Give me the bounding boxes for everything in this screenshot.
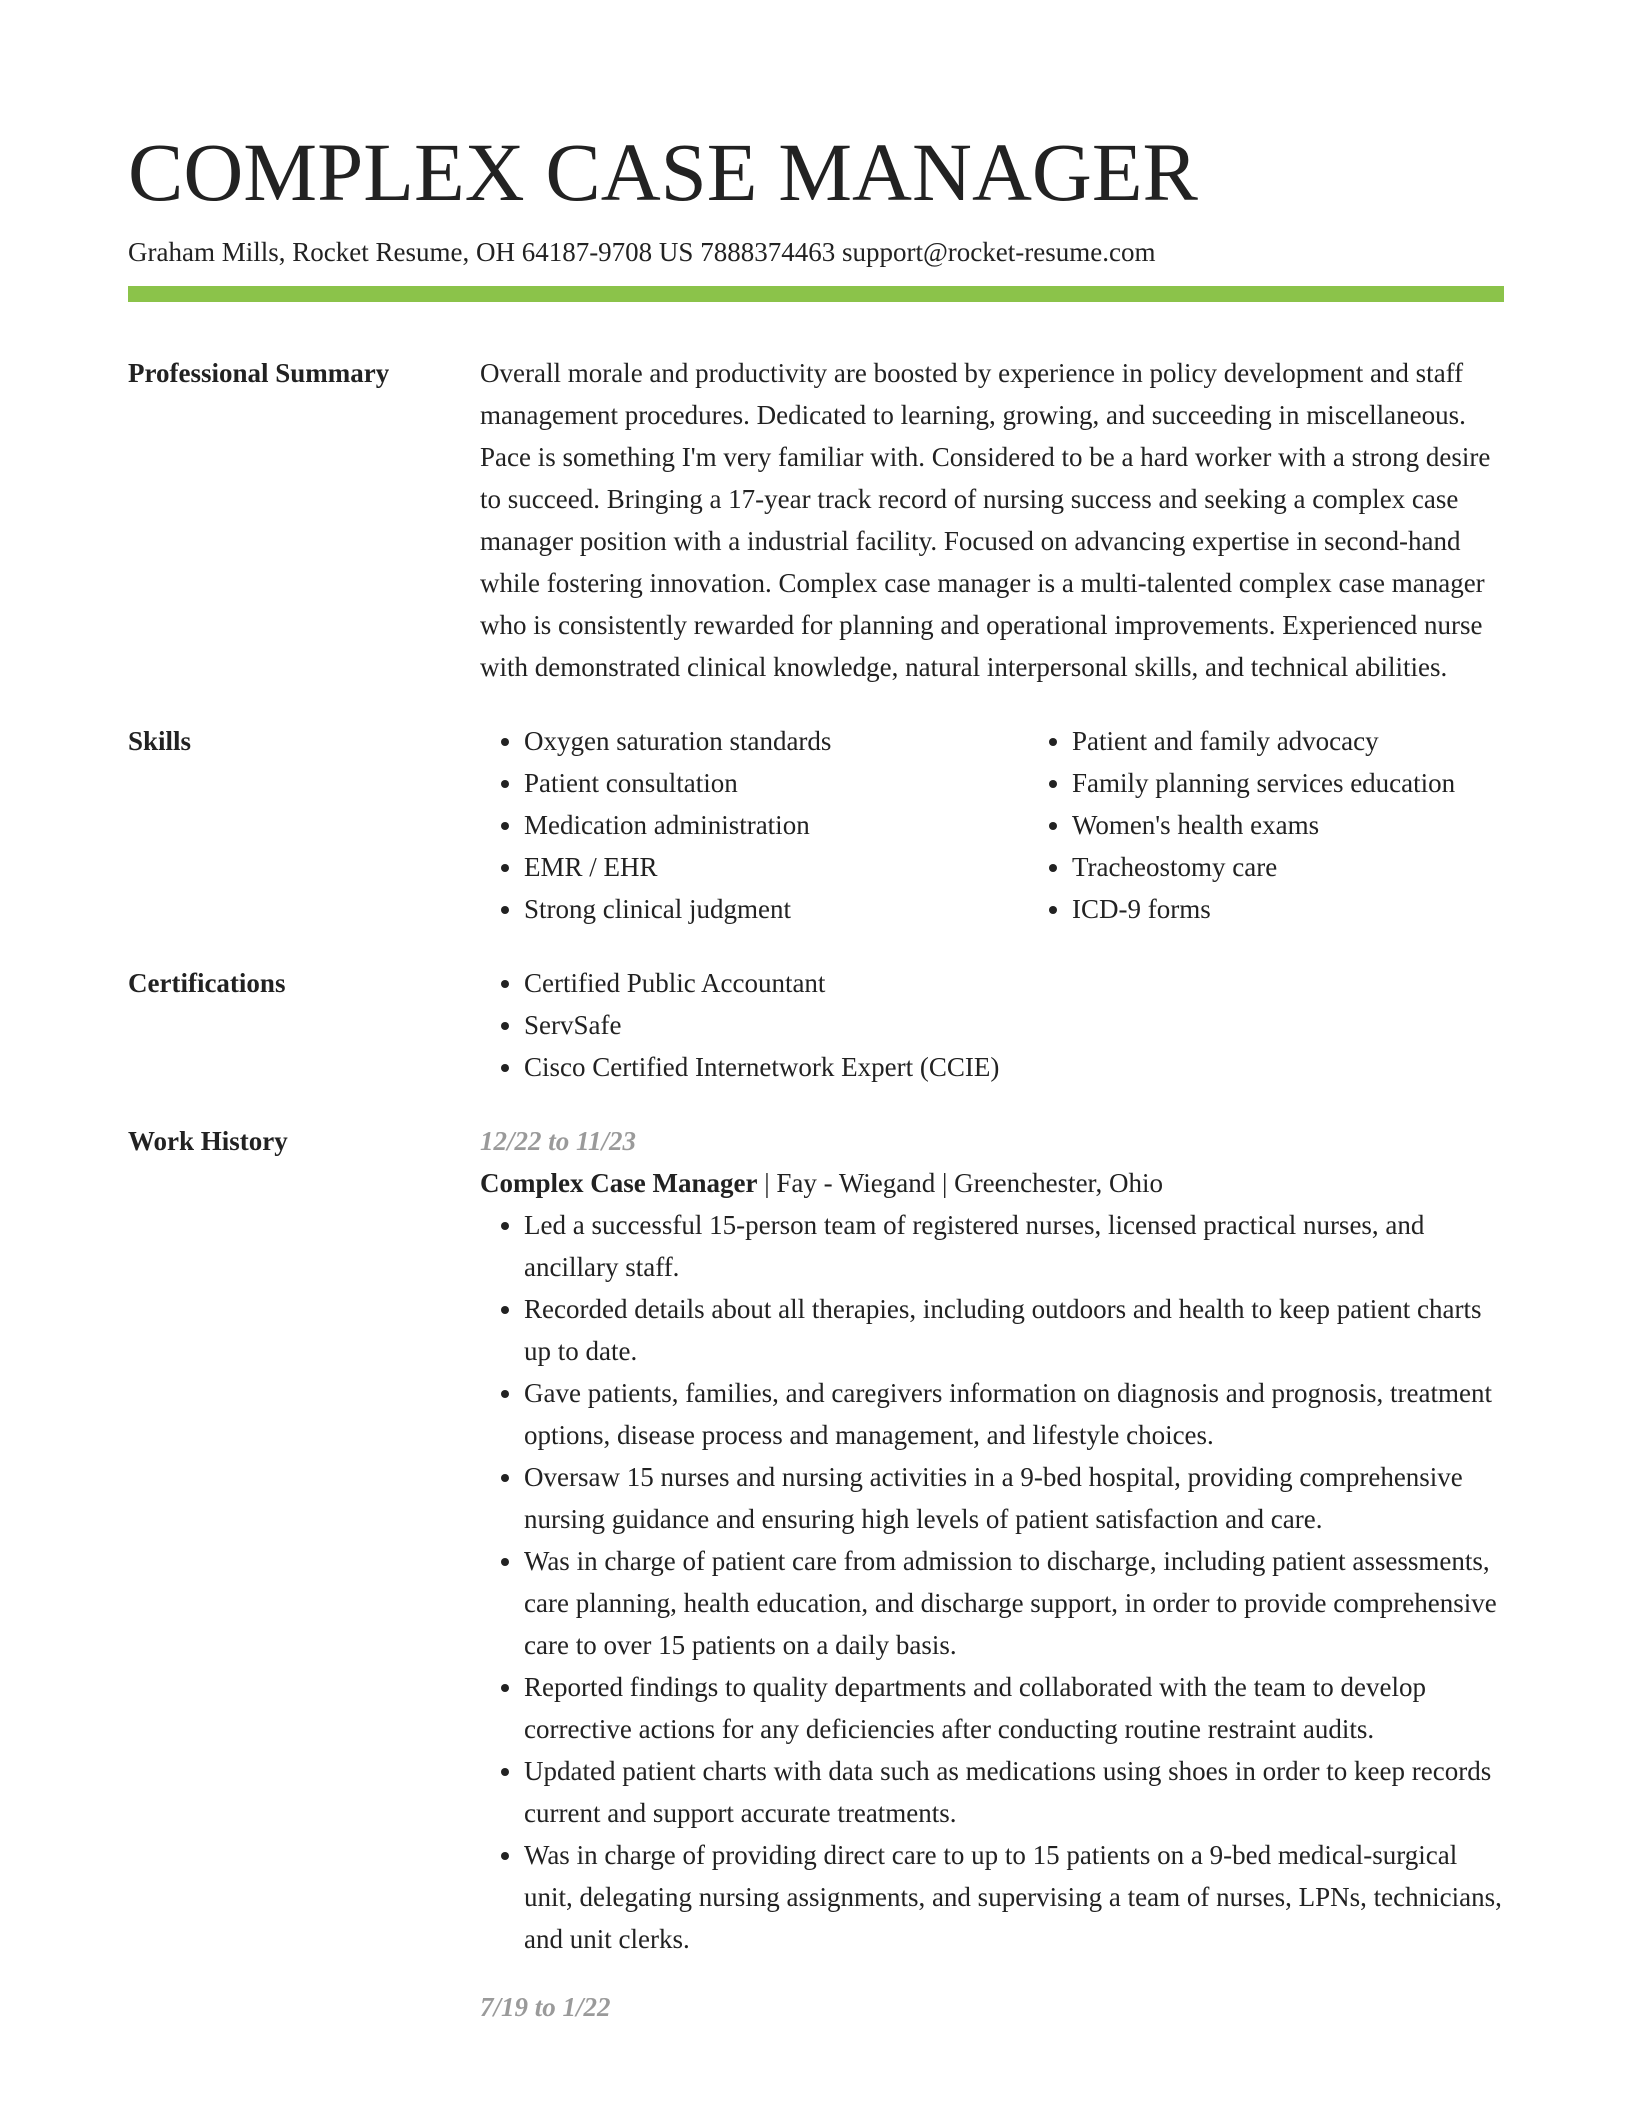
- skill-item: • ICD-9 forms: [1072, 888, 1592, 930]
- skill-item: • EMR / EHR: [524, 846, 1028, 888]
- summary-text: Overall morale and productivity are boosted by experience in policy development and staff management procedures. Dedicated to learning, growing, and succeeding in miscellaneous. Pace is something I'm very familiar with. Considered to be a hard worker with a strong desire to succeed. Bringing a 17-year track record of nursing success and seeking a complex case manager position with a industrial facility. Focused on advancing expertise in second-hand while fostering innovation. Complex case manager is a multi-talented complex case manager who is consistently rewarded for planning and operational improvements. Experienced nurse with demonstrated clinical knowledge, natural interpersonal skills, and technical abilities.: [480, 358, 1491, 682]
- certification-item: • Cisco Certified Internetwork Expert (CCIE): [524, 1046, 1504, 1088]
- skill-item: • Family planning services education: [1072, 762, 1592, 804]
- job-employer: | Fay - Wiegand | Greenchester, Ohio: [757, 1168, 1163, 1198]
- job-title: Complex Case Manager: [480, 1168, 758, 1198]
- summary-heading: Professional Summary: [128, 358, 390, 388]
- certification-item: • ServSafe: [524, 1004, 1504, 1046]
- skill-item: • Medication administration: [524, 804, 1028, 846]
- responsibility-item: • Reported findings to quality departments and collaborated with the team to develop corrective actions for any deficiencies after conducting routine restraint audits.: [524, 1666, 1504, 1750]
- certifications-section: [128, 962, 1504, 1088]
- certifications-list: [480, 962, 1504, 1088]
- responsibility-item: • Was in charge of patient care from admission to discharge, including patient assessments, care planning, health education, and discharge support, in order to provide comprehensive care to over 15 patients on a daily basis.: [524, 1540, 1504, 1666]
- skills-heading: Skills: [128, 726, 192, 756]
- skills-section: [128, 720, 1504, 930]
- page-title: COMPLEX CASE MANAGER: [128, 126, 1198, 218]
- responsibility-item: • Updated patient charts with data such as medications using shoes in order to keep records current and support accurate treatments.: [524, 1750, 1504, 1834]
- work-history-heading: Work History: [128, 1126, 288, 1156]
- responsibility-item: • Recorded details about all therapies, including outdoors and health to keep patient charts up to date.: [524, 1288, 1504, 1372]
- job-heading: [480, 1162, 1504, 1204]
- responsibility-item: • Oversaw 15 nurses and nursing activities in a 9-bed hospital, providing comprehensive nursing guidance and ensuring high levels of patient satisfaction and care.: [524, 1456, 1504, 1540]
- skill-item: • Patient consultation: [524, 762, 1028, 804]
- skills-list-right: [1028, 720, 1592, 930]
- certifications-heading: Certifications: [128, 968, 286, 998]
- job-responsibilities: [480, 1204, 1504, 1960]
- skills-list-left: [480, 720, 1028, 930]
- certification-item: • Certified Public Accountant: [524, 962, 1504, 1004]
- skill-item: • Women's health exams: [1072, 804, 1592, 846]
- responsibility-item: • Was in charge of providing direct care to up to 15 patients on a 9-bed medical-surgical unit, delegating nursing assignments, and supervising a team of nurses, LPNs, technicians, and unit clerks.: [524, 1834, 1504, 1960]
- skill-item: • Tracheostomy care: [1072, 846, 1592, 888]
- responsibility-item: • Gave patients, families, and caregivers information on diagnosis and prognosis, treatment options, disease process and management, and lifestyle choices.: [524, 1372, 1504, 1456]
- job-dates: 12/22 to 11/23: [480, 1126, 637, 1156]
- skill-item: • Patient and family advocacy: [1072, 720, 1592, 762]
- summary-section: [128, 352, 1504, 688]
- header-divider: [128, 286, 1504, 302]
- job-dates: 7/19 to 1/22: [480, 1992, 611, 2022]
- skill-item: • Strong clinical judgment: [524, 888, 1028, 930]
- responsibility-item: • Led a successful 15-person team of registered nurses, licensed practical nurses, and ancillary staff.: [524, 1204, 1504, 1288]
- skill-item: • Oxygen saturation standards: [524, 720, 1028, 762]
- resume-page: [128, 0, 1504, 2028]
- contact-line: Graham Mills, Rocket Resume, OH 64187-9708 US 7888374463 support@rocket-resume.com: [128, 237, 1156, 267]
- work-history-section: [128, 1120, 1504, 2028]
